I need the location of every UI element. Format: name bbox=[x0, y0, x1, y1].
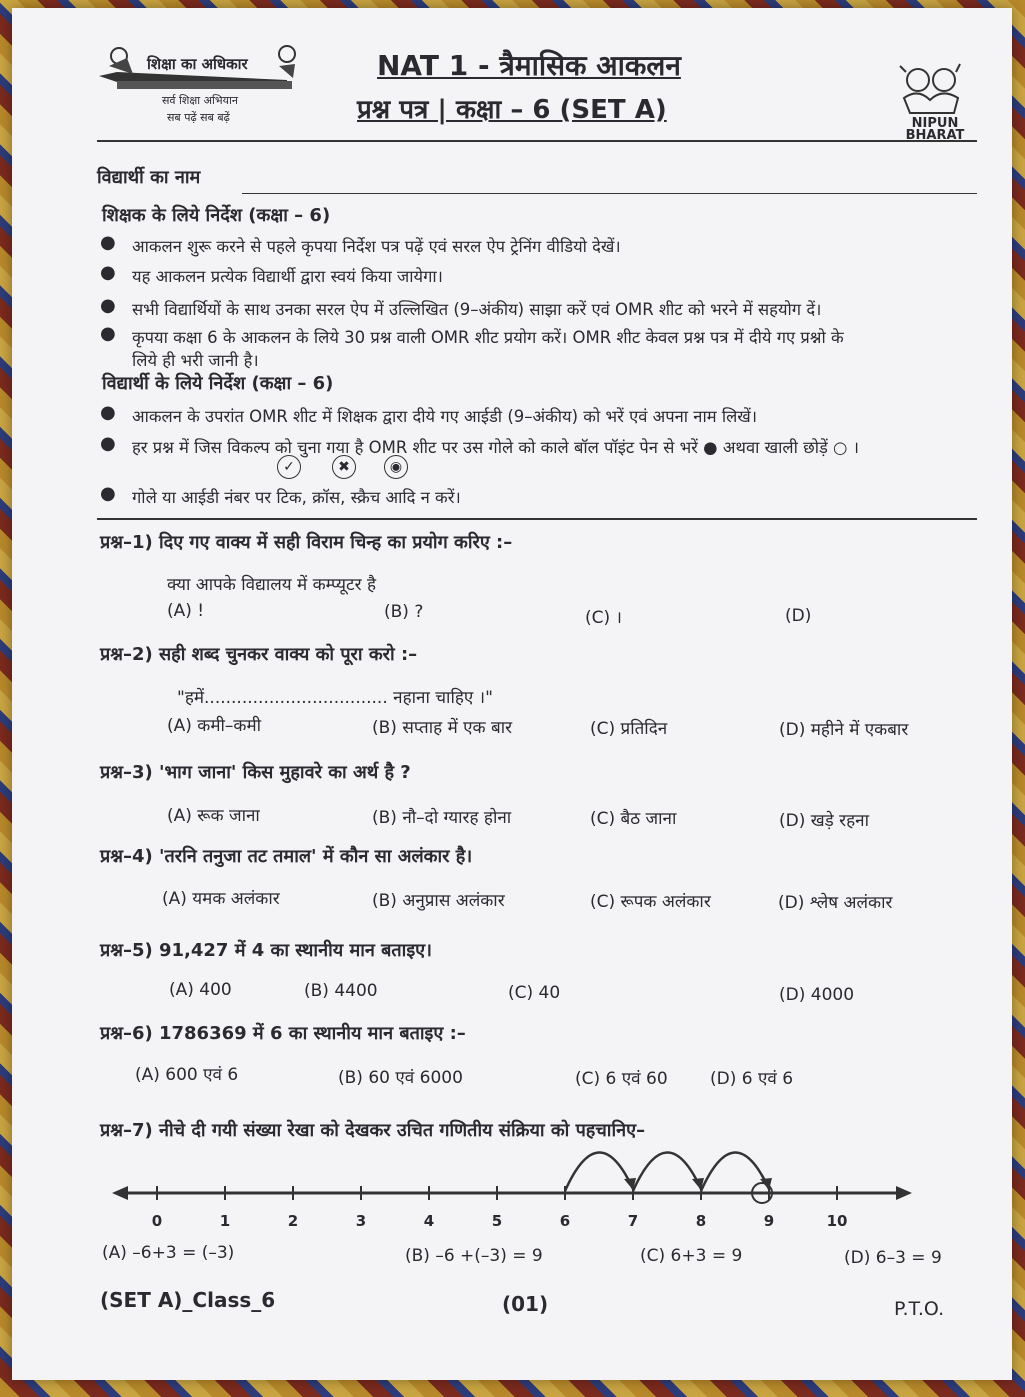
nipun-bharat-label: NIPUN BHARAT bbox=[905, 116, 965, 143]
header-divider bbox=[97, 140, 977, 142]
student-instruction-3: गोले या आईडी नंबर पर टिक, क्रॉस, स्क्रैच आदि न करें। bbox=[132, 488, 461, 507]
q4-option-b[interactable]: (B) अनुप्रास अलंकार bbox=[372, 891, 505, 911]
question-5: प्रश्न–5) 91,427 में 4 का स्थानीय मान बताइए। bbox=[100, 940, 432, 961]
q7-option-d[interactable]: (D) 6–3 = 9 bbox=[844, 1248, 942, 1268]
q5-option-d[interactable]: (D) 4000 bbox=[779, 985, 855, 1005]
omr-tick-example-icon: ✓ bbox=[277, 455, 301, 479]
q7-option-c[interactable]: (C) 6+3 = 9 bbox=[640, 1246, 743, 1266]
pto-label: P.T.O. bbox=[894, 1298, 945, 1320]
question-2: प्रश्न–2) सही शब्द चुनकर वाक्य को पूरा करो :– bbox=[100, 644, 418, 665]
student-instructions-heading: विद्यार्थी के लिये निर्देश (कक्षा – 6) bbox=[102, 373, 334, 394]
number-line-label: 1 bbox=[219, 1212, 231, 1230]
footer-set-label: (SET A)_Class_6 bbox=[100, 1288, 276, 1312]
logo-tagline: सब पढ़ें सब बढ़ें bbox=[167, 111, 230, 124]
number-line-label: 7 bbox=[627, 1212, 639, 1230]
question-3: प्रश्न–3) 'भाग जाना' किस मुहावरे का अर्थ है ? bbox=[100, 762, 411, 783]
q2-option-a[interactable]: (A) कमी–कमी bbox=[167, 716, 262, 736]
question-6: प्रश्न–6) 1786369 में 6 का स्थानीय मान बताइए :– bbox=[100, 1023, 466, 1044]
q1-option-b[interactable]: (B) ? bbox=[384, 602, 424, 622]
question-7: प्रश्न–7) नीचे दी गयी संख्या रेखा को देखकर उचित गणितीय संक्रिया को पहचानिए– bbox=[100, 1120, 646, 1141]
q1-option-c[interactable]: (C) । bbox=[585, 608, 622, 628]
question-4: प्रश्न–4) 'तरनि तनुजा तट तमाल' में कौन सा अलंकार है। bbox=[100, 846, 473, 867]
q1-option-d[interactable]: (D) bbox=[785, 606, 812, 626]
omr-scratch-example-icon: ◉ bbox=[384, 455, 408, 479]
q7-option-a[interactable]: (A) –6+3 = (–3) bbox=[102, 1243, 235, 1263]
page-number: (01) bbox=[502, 1292, 549, 1316]
student-instruction-1: आकलन के उपरांत OMR शीट में शिक्षक द्वारा दीये गए आईडी (9–अंकीय) को भरें एवं अपना नाम लिखें। bbox=[132, 407, 758, 426]
number-line-label: 0 bbox=[151, 1212, 163, 1230]
question-1-sentence: क्या आपके विद्यालय में कम्प्यूटर है bbox=[167, 575, 376, 595]
number-line-label: 10 bbox=[826, 1212, 848, 1230]
number-line-hop-arrow bbox=[565, 1152, 633, 1191]
question-2-sentence: "हमें.................................. नहाना चाहिए ।" bbox=[177, 688, 493, 708]
q3-option-d[interactable]: (D) खड़े रहना bbox=[779, 811, 869, 831]
bullet: ● bbox=[100, 262, 116, 283]
q3-option-a[interactable]: (A) रूक जाना bbox=[167, 806, 260, 826]
page-subtitle: प्रश्न पत्र | कक्षा – 6 (SET A) bbox=[357, 95, 667, 125]
logo-title: शिक्षा का अधिकार bbox=[147, 55, 248, 73]
number-line-left-arrow bbox=[112, 1186, 128, 1200]
q3-option-b[interactable]: (B) नौ–दो ग्यारह होना bbox=[372, 808, 512, 828]
teacher-instruction-4b: लिये ही भरी जानी है। bbox=[132, 351, 259, 370]
q6-option-a[interactable]: (A) 600 एवं 6 bbox=[135, 1065, 239, 1085]
q5-option-b[interactable]: (B) 4400 bbox=[304, 981, 378, 1001]
page-title: NAT 1 - त्रैमासिक आकलन bbox=[377, 49, 681, 82]
q6-option-d[interactable]: (D) 6 एवं 6 bbox=[710, 1069, 794, 1089]
q2-option-b[interactable]: (B) सप्ताह में एक बार bbox=[372, 718, 513, 738]
instructions-divider bbox=[97, 518, 977, 520]
q3-option-c[interactable]: (C) बैठ जाना bbox=[590, 809, 677, 829]
teacher-instruction-2: यह आकलन प्रत्येक विद्यार्थी द्वारा स्वयं किया जायेगा। bbox=[132, 267, 443, 286]
teacher-instructions-heading: शिक्षक के लिये निर्देश (कक्षा – 6) bbox=[102, 205, 331, 226]
number-line-label: 2 bbox=[287, 1212, 299, 1230]
number-line-label: 3 bbox=[355, 1212, 367, 1230]
number-line-label: 6 bbox=[559, 1212, 571, 1230]
number-line-label: 4 bbox=[423, 1212, 435, 1230]
q1-option-a[interactable]: (A) ! bbox=[167, 601, 205, 621]
number-line-label: 8 bbox=[695, 1212, 707, 1230]
q5-option-c[interactable]: (C) 40 bbox=[508, 983, 561, 1003]
bullet: ● bbox=[100, 402, 116, 423]
student-instruction-2: हर प्रश्न में जिस विकल्प को चुना गया है OMR शीट पर उस गोले को काले बॉल पॉइंट पेन से भरें ● अथवा खाली छोड़ें ○ । bbox=[132, 438, 859, 457]
number-line-label: 5 bbox=[491, 1212, 503, 1230]
q4-option-a[interactable]: (A) यमक अलंकार bbox=[162, 889, 280, 909]
bullet: ● bbox=[100, 323, 116, 344]
number-line-hop-arrow bbox=[701, 1152, 769, 1191]
teacher-instruction-4a: कृपया कक्षा 6 के आकलन के लिये 30 प्रश्न वाली OMR शीट प्रयोग करें। OMR शीट केवल प्रश्न पत्र में दीये गए प्रश्नो के bbox=[132, 328, 844, 347]
logo-subtitle: सर्व शिक्षा अभियान bbox=[162, 94, 238, 107]
q6-option-b[interactable]: (B) 60 एवं 6000 bbox=[338, 1068, 463, 1088]
bullet: ● bbox=[100, 433, 116, 454]
student-name-label: विद्यार्थी का नाम bbox=[97, 167, 201, 188]
teacher-instruction-3: सभी विद्यार्थियों के साथ उनका सरल ऐप में उल्लिखित (9–अंकीय) साझा करें एवं OMR शीट को भरने में सहयोग दें। bbox=[132, 300, 822, 319]
question-paper bbox=[12, 8, 1012, 1380]
number-line-right-arrow bbox=[896, 1186, 912, 1200]
q2-option-c[interactable]: (C) प्रतिदिन bbox=[590, 719, 668, 739]
bullet: ● bbox=[100, 295, 116, 316]
bullet: ● bbox=[100, 483, 116, 504]
number-line bbox=[112, 1143, 912, 1233]
q2-option-d[interactable]: (D) महीने में एकबार bbox=[779, 720, 909, 740]
bullet: ● bbox=[100, 232, 116, 253]
q6-option-c[interactable]: (C) 6 एवं 60 bbox=[575, 1069, 668, 1089]
q5-option-a[interactable]: (A) 400 bbox=[169, 980, 232, 1000]
q4-option-d[interactable]: (D) श्लेष अलंकार bbox=[778, 893, 893, 913]
q7-option-b[interactable]: (B) –6 +(–3) = 9 bbox=[405, 1246, 543, 1266]
question-1: प्रश्न–1) दिए गए वाक्य में सही विराम चिन्ह का प्रयोग करिए :– bbox=[100, 532, 513, 553]
teacher-instruction-1: आकलन शुरू करने से पहले कृपया निर्देश पत्र पढ़ें एवं सरल ऐप ट्रेनिंग वीडियो देखें। bbox=[132, 237, 621, 256]
omr-cross-example-icon: ✖ bbox=[332, 455, 356, 479]
student-name-field[interactable] bbox=[242, 193, 977, 194]
q4-option-c[interactable]: (C) रूपक अलंकार bbox=[590, 892, 711, 912]
number-line-hop-arrow bbox=[633, 1152, 701, 1191]
number-line-label: 9 bbox=[763, 1212, 775, 1230]
